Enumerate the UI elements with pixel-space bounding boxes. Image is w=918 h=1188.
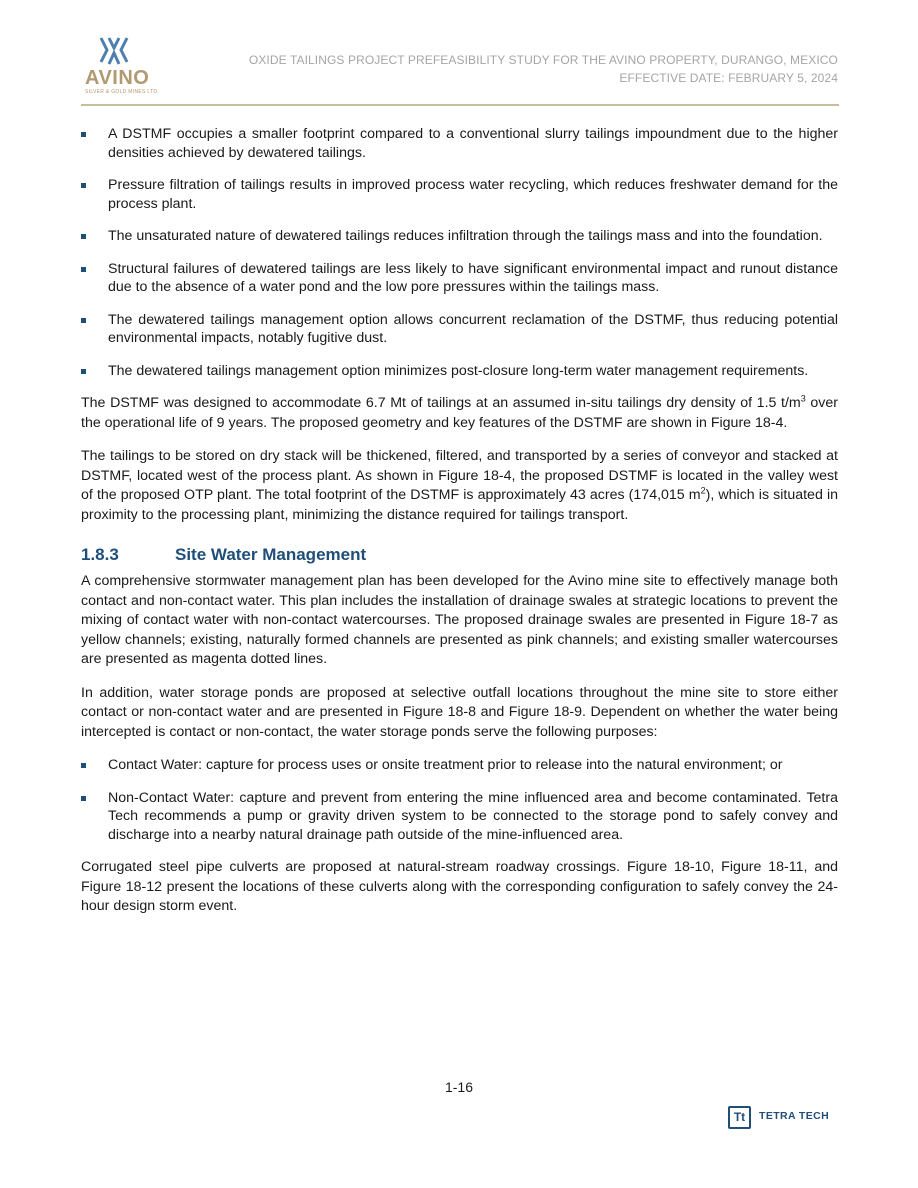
list-item-text: The dewatered tailings management option allows concurrent reclamation of the DSTMF, thus reducing potential environmental impacts, notably fugitive dust. [108, 311, 838, 346]
list-item [81, 125, 838, 162]
list-item-text: The unsaturated nature of dewatered tailings reduces infiltration through the tailings mass and into the foundation. [108, 228, 823, 244]
logo-tagline: SILVER & GOLD MINES LTD. [85, 89, 159, 95]
bullet-icon [81, 369, 86, 374]
page-body [81, 125, 838, 931]
page-header [81, 36, 838, 104]
bullet-icon [81, 318, 86, 323]
paragraph-stormwater: A comprehensive stormwater management plan has been developed for the Avino mine site to effectively manage both contact and non-contact water. This plan includes the installation of drainage swales at strategic locations to prevent the mixing of contact water with non-contact watercourses. The proposed drainage swales are presented in Figure 18-7 as yellow channels; existing, naturally formed channels are presented as pink channels; and existing smaller watercourses are presented as magenta dotted lines. [81, 573, 838, 667]
section-number: 1.8.3 [81, 545, 119, 564]
logo-wordmark: AVINO [85, 67, 150, 89]
list-item-text: A DSTMF occupies a smaller footprint compared to a conventional slurry tailings impoundment due to the higher densities achieved by dewatered tailings. [108, 126, 838, 161]
bullet-icon [81, 267, 86, 272]
paragraph-dstmf-capacity: The DSTMF was designed to accommodate 6.7 Mt of tailings at an assumed in-situ tailings dry density of 1.5 $t/m^3$ over the operational life of 9 years. The proposed geometry and key features of the DSTMF are shown in Figure 18-4. [81, 393, 839, 431]
list-item-text: The dewatered tailings management option minimizes post-closure long-term water management requirements. [108, 362, 809, 379]
bullet-icon [81, 183, 86, 188]
list-item [81, 260, 838, 297]
page-number: 1-16 [444, 1079, 474, 1095]
avino-logo [81, 36, 159, 100]
list-item [81, 362, 838, 381]
paragraph-storage-ponds: In addition, water storage ponds are proposed at selective outfall locations throughout the mine site to store either contact or non-contact water and are presented in Figure 18-8 and Figure 18-9. Dependent on whether the water being intercepted is contact or non-contact, the water storage ponds serve the following purposes: [81, 684, 838, 740]
bullet-icon [81, 234, 86, 239]
bullet-icon [81, 132, 86, 137]
list-item-text: Structural failures of dewatered tailings are less likely to have significant environmental impact and runout distance due to the absence of a water pond and the low pore pressures within the tailings mass. [108, 260, 838, 295]
list-item [81, 789, 838, 845]
list-item-text: Contact Water: capture for process uses or onsite treatment prior to release into the natural environment; or [108, 757, 783, 773]
tetra-tech-mark-icon: Tt [728, 1106, 751, 1129]
list-item [81, 756, 838, 775]
list-item-text: Non-Contact Water: capture and prevent from entering the mine influenced area and become contaminated. Tetra Tech recommends a pump or gravity driven system to be connected to the storage pond to safely convey and discharge into a nearby natural drainage path outside of the mine-influenced area. [108, 789, 838, 843]
header-divider [81, 104, 839, 106]
tetra-tech-logo [728, 1106, 838, 1132]
bullet-icon [81, 763, 86, 768]
paragraph-dry-stack: The tailings to be stored on dry stack will be thickened, filtered, and transported by a series of conveyor and stacked at DSTMF, located west of the process plant. As shown in Figure 18-4, the proposed DSTMF is located in the valley west of the proposed OTP plant. The total footprint of the DSTMF is approximately 43 acres (174,015 $m^2$), which is situated in proximity to the processing plant, minimizing the distance required for tailings transport. [81, 448, 838, 523]
paragraph-culverts: Corrugated steel pipe culverts are proposed at natural-stream roadway crossings. Figure 18-10, Figure 18-11, and Figure 18-12 present the locations of these culverts along with the corresponding configuration to safely convey the 24-hour design storm event. [81, 859, 838, 914]
avino-emblem-icon [97, 36, 131, 66]
section-heading [81, 545, 838, 565]
list-item [81, 311, 838, 348]
tetra-tech-wordmark: TETRA TECH [759, 1110, 830, 1122]
list-item [81, 227, 838, 246]
document-title: OXIDE TAILINGS PROJECT PREFEASIBILITY STUDY FOR THE AVINO PROPERTY, DURANGO, MEXICO [248, 53, 838, 67]
section-title: Site Water Management [175, 545, 367, 564]
list-item [81, 176, 838, 213]
list-item-text: Pressure filtration of tailings results in improved process water recycling, which reduces freshwater demand for the process plant. [108, 177, 838, 212]
bullet-icon [81, 796, 86, 801]
effective-date: EFFECTIVE DATE: FEBRUARY 5, 2024 [619, 71, 838, 85]
